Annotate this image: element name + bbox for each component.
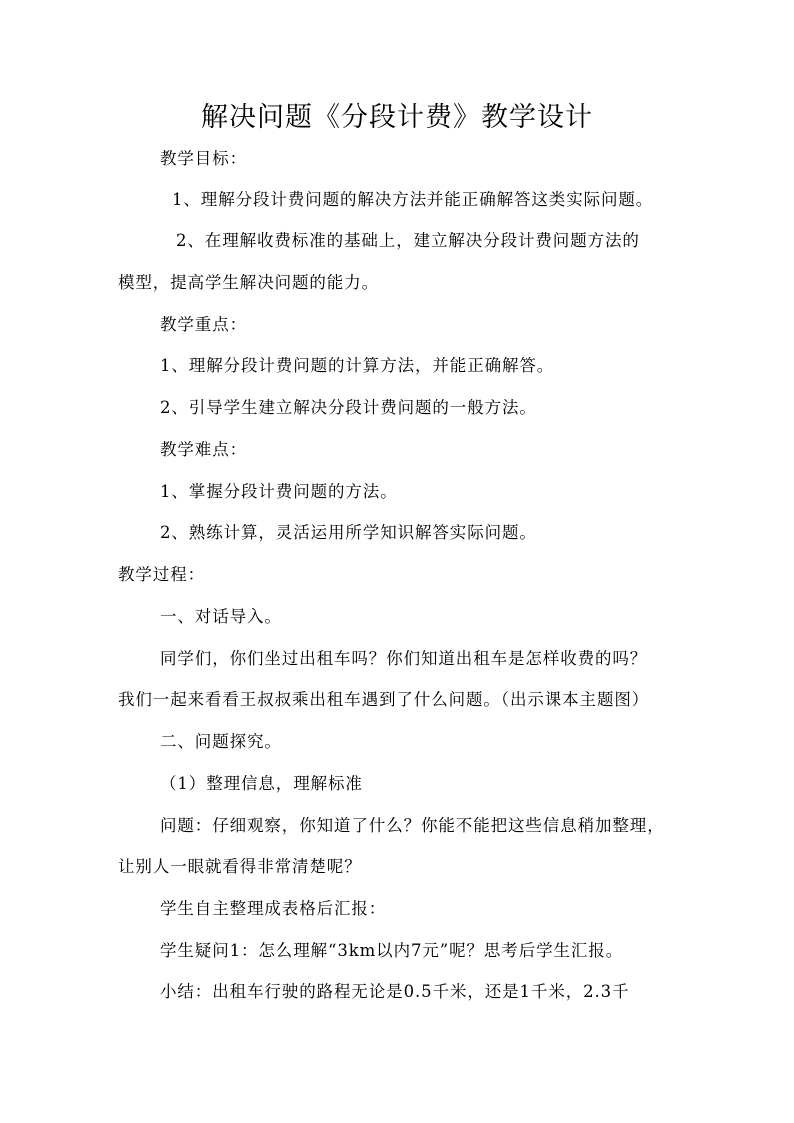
question-paragraph-line-2: 让别人一眼就看得非常清楚呢？ xyxy=(118,857,362,876)
goal-item-1: 1、理解分段计费问题的解决方法并能正确解答这类实际问题。 xyxy=(172,190,654,209)
goal-item-2: 2、在理解收费标准的基础上，建立解决分段计费问题方法的 xyxy=(176,231,640,250)
intro-paragraph-line-1: 同学们，你们坐过出租车吗？你们知道出租车是怎样收费的吗？ xyxy=(160,649,648,668)
heading-teaching-goals: 教学目标： xyxy=(160,149,247,168)
key-point-item-2: 2、引导学生建立解决分段计费问题的一般方法。 xyxy=(160,398,537,417)
difficulty-item-2: 2、熟练计算，灵活运用所学知识解答实际问题。 xyxy=(160,523,537,542)
key-point-item-1: 1、理解分段计费问题的计算方法，并能正确解答。 xyxy=(160,356,555,375)
student-report-line: 学生自主整理成表格后汇报： xyxy=(160,899,387,918)
document-title: 解决问题《分段计费》教学设计 xyxy=(201,102,593,133)
question-paragraph-line-1: 问题：仔细观察，你知道了什么？你能不能把这些信息稍加整理， xyxy=(160,816,665,835)
heading-teaching-process: 教学过程： xyxy=(118,565,205,584)
section-dialogue-intro: 一、对话导入。 xyxy=(160,607,282,626)
intro-paragraph-line-2: 我们一起来看看王叔叔乘出租车遇到了什么问题。（出示课本主题图） xyxy=(118,690,650,709)
goal-item-2-continued: 模型，提高学生解决问题的能力。 xyxy=(118,273,379,292)
heading-key-points: 教学重点： xyxy=(160,315,247,334)
subsection-organize-info: （1）整理信息，理解标准 xyxy=(160,774,363,793)
section-problem-inquiry: 二、问题探究。 xyxy=(160,732,282,751)
summary-line: 小结：出租车行驶的路程无论是0.5千米，还是1千米，2.3千 xyxy=(160,982,630,1001)
student-question-line: 学生疑问1：怎么理解“3km以内7元”呢？思考后学生汇报。 xyxy=(160,941,624,960)
heading-difficulties: 教学难点： xyxy=(160,440,247,459)
difficulty-item-1: 1、掌握分段计费问题的方法。 xyxy=(160,482,398,501)
